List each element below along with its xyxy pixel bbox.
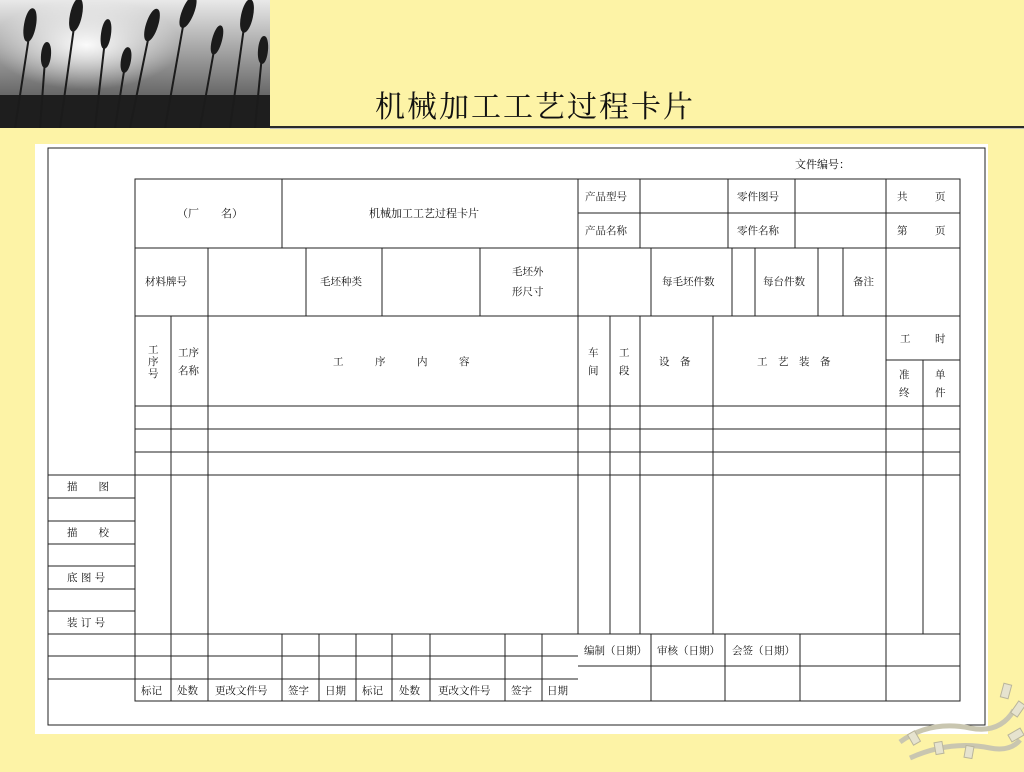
col-time-2: 时 [935,333,946,345]
remarks-label: 备注 [853,276,874,288]
footer-sign-2: 签字 [511,685,532,697]
col-unit-1: 单 [935,369,946,381]
total-pages-label: 共 [897,191,908,203]
col-seq-2: 序 [148,356,159,368]
col-name-2: 名称 [178,365,199,377]
page-no-label: 第 [897,225,908,237]
countersign-date-label: 会签（日期） [732,645,795,657]
part-name-label: 零件名称 [737,225,779,237]
title-divider-shadow [270,128,1024,129]
blank-size-label-2: 形尺寸 [512,286,544,298]
col-time-1: 工 [900,333,911,345]
part-drawing-no-label: 零件图号 [737,191,779,203]
footer-change-no: 更改文件号 [215,685,268,697]
blank-size-label-1: 毛坯外 [512,266,544,278]
footer-count-2: 处数 [399,685,420,697]
footer-mark: 标记 [141,685,162,697]
doc-no-label: 文件编号： [795,158,850,171]
col-seq-3: 号 [148,368,159,380]
total-pages-unit: 页 [935,191,946,203]
factory-name: （厂 名） [177,207,243,220]
product-name-label: 产品名称 [585,225,627,237]
product-model-label: 产品型号 [585,191,627,203]
side-trace: 描 图 [67,481,109,493]
footer-mark-2: 标记 [362,685,383,697]
col-tooling: 工 艺 装 备 [757,356,831,368]
col-prep-1: 准 [899,369,910,381]
card-title: 机械加工工艺过程卡片 [369,207,479,220]
col-seq-1: 工 [148,344,159,356]
footer-change-no-2: 更改文件号 [438,685,491,697]
pieces-per-unit-label: 每台件数 [763,276,805,288]
col-section-2: 段 [619,365,630,377]
pieces-per-blank-label: 每毛坯件数 [662,276,715,288]
slide-title: 机械加工工艺过程卡片 [375,90,695,125]
col-section-1: 工 [619,347,630,359]
process-card [35,144,988,734]
compile-date-label: 编制（日期） [584,645,647,657]
page-no-unit: 页 [935,225,946,237]
footer-count: 处数 [177,685,198,697]
wheat-silhouette-icon [0,0,270,128]
col-shop-2: 间 [588,365,599,377]
footer-date: 日期 [325,685,346,697]
col-unit-2: 件 [935,387,946,399]
review-date-label: 审核（日期） [657,645,720,657]
form-labels [67,157,946,697]
col-shop-1: 车 [588,347,599,359]
col-content: 工 序 内 容 [333,356,470,368]
gear-decoration-icon [890,680,1024,768]
footer-sign: 签字 [288,685,309,697]
col-prep-2: 终 [899,387,910,399]
side-check: 描 校 [67,527,109,539]
form-grid [48,148,985,725]
col-name-1: 工序 [178,347,199,359]
wheat-field-photo [0,0,270,128]
side-binding-no: 装 订 号 [67,617,106,629]
material-no-label: 材料牌号 [145,276,187,288]
blank-type-label: 毛坯种类 [320,276,362,288]
side-base-no: 底 图 号 [67,572,106,584]
process-card-form [35,144,988,734]
col-equipment: 设 备 [659,356,691,368]
footer-date-2: 日期 [547,685,568,697]
